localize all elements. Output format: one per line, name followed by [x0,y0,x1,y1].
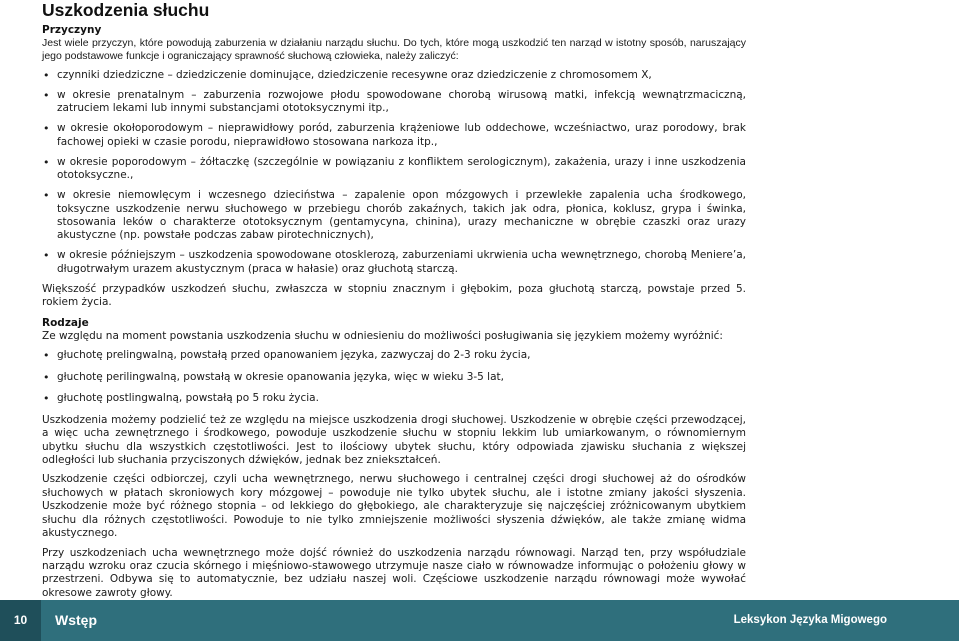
page-title: Uszkodzenia słuchu [42,0,210,20]
paragraph-conductive: Uszkodzenia możemy podzielić też ze względu na miejsce uszkodzenia drogi słuchowej. Uszkodzenie w obrębie części przewodzącej, a więc ucha zewnętrznego i środkowego, powoduje uszkodzenie słuchu w stopniu lekkim lub umiarkowanym, o równomiernym ubytku słuchu dla wszystkich częstotliwości. Jest to ilościowy ubytek słuchu, który odpowiada zjawisku słuchania z większej odległości lub słuchania przyciszonych dźwięków, jednak bez zniekształceń. [42,413,746,467]
list-item: • w okresie okołoporodowym – nieprawidłowy poród, zaburzenia krążeniowe lub oddechowe, wcześniactwo, uraz porodowy, brak fachowej opieki w czasie porodu, nieprawidłowo stosowana narkoza itp., [43,122,746,148]
page-content [42,0,746,606]
section-heading-types: Rodzaje [42,316,89,329]
causes-list [42,69,746,276]
bullet-icon: • [43,122,50,136]
types-list [42,349,746,406]
list-item: • w okresie niemowlęcym i wczesnego dzieciństwa – zapalenie opon mózgowych i przewlekłe zapalenia ucha środkowego, toksyczne uszkodzenie nerwu słuchowego w przebiegu chorób zakaźnych, takich jak odra, płonica, koklusz, grypa i świnka, stosowania leków o charakterze ototoksycznym (gentamycyna, chinina), urazy mechaniczne w obrębie czaszki oraz urazy akustyczne (np. powstałe podczas zabaw pirotechnicznych), [43,189,746,242]
list-item: • głuchotę perilingwalną, powstałą w okresie opanowania języka, więc w wieku 3-5 lat, [43,370,504,384]
list-item: • w okresie późniejszym – uszkodzenia spowodowane otosklerozą, zaburzeniami ukrwienia ucha wewnętrznego, chorobą Meniere’a, długotrwałym urazem akustycznym (praca w hałasie) oraz głuchotą starczą. [43,249,746,275]
bullet-icon: • [43,189,50,203]
bullet-icon: • [43,349,50,363]
bullet-icon: • [43,249,50,263]
bullet-icon: • [43,155,50,169]
list-item: • w okresie prenatalnym – zaburzenia rozwojowe płodu spowodowane chorobą wirusową matki, infekcją wewnątrzmaciczną, zatruciem lekami lub innymi substancjami ototoksycznymi itp., [43,89,746,115]
bullet-icon: • [43,69,50,82]
list-item: • głuchotę prelingwalną, powstałą przed opanowaniem języka, zazwyczaj do 2-3 roku życia, [43,349,531,363]
paragraph-balance: Przy uszkodzeniach ucha wewnętrznego może dojść również do uszkodzenia narządu równowagi. Narząd ten, przy współudziale narządu wzroku oraz czucia skórnego i mięśniowo-stawowego utrzymuje nasze ciało w równowadze informując o położeniu głowy w przestrzeni. Odbywa się to automatycznie, bez udziału naszej woli. Częściowe uszkodzenie narządu równowagi może wywołać okresowe zawroty głowy. [42,546,746,599]
causes-outro: Większość przypadków uszkodzeń słuchu, zwłaszcza w stopniu znacznym i głębokim, poza głuchotą starczą, powstaje przed 5. rokiem życia. [42,282,746,309]
bullet-icon: • [43,370,50,384]
paragraph-sensorineural: Uszkodzenie części odbiorczej, czyli ucha wewnętrznego, nerwu słuchowego i centralnej części drogi słuchowej aż do ośrodków słuchowych w płatach skroniowych kory mózgowej – powoduje nie tylko ubytek słuchu, ale i istotne zmiany jakości słyszenia. Uszkodzenie może być różnego stopnia – od lekkiego do głębokiego, ale charakteryzuje się najczęściej zróżnicowanym ubytkiem słuchu dla różnych częstotliwości. Powoduje to nie tylko zmniejszenie możliwości słyszenia dźwięków, ale także zmianę widma akustycznego. [42,473,746,540]
section-heading-causes: Przyczyny [42,24,102,36]
types-intro: Ze względu na moment powstania uszkodzenia słuchu w odniesieniu do możliwości posługiwania się językiem możemy wyróżnić: [42,329,723,342]
page-footer [0,600,959,641]
causes-intro: Jest wiele przyczyn, które powodują zaburzenia w działaniu narządu słuchu. Do tych, które mogą uszkodzić ten narząd w istotny sposób, naruszający jego podstawowe funkcje i ograniczający sprawność słuchową człowieka, należy zaliczyć: [42,37,746,62]
list-item: • w okresie poporodowym – żółtaczkę (szczególnie w powiązaniu z konfliktem serologicznym), zakażenia, urazy i inne uszkodzenia ototoksyczne., [43,155,746,182]
list-item: • czynniki dziedziczne – dziedziczenie dominujące, dziedziczenie recesywne oraz dziedziczenie z chromosomem X, [43,69,652,82]
footer-publication-title: Leksykon Języka Migowego [733,614,887,626]
bullet-icon: • [43,392,50,406]
page-number: 10 [0,600,41,641]
list-item: • głuchotę postlingwalną, powstałą po 5 roku życia. [43,392,319,406]
bullet-icon: • [43,89,50,102]
footer-section-title: Wstęp [55,612,97,628]
